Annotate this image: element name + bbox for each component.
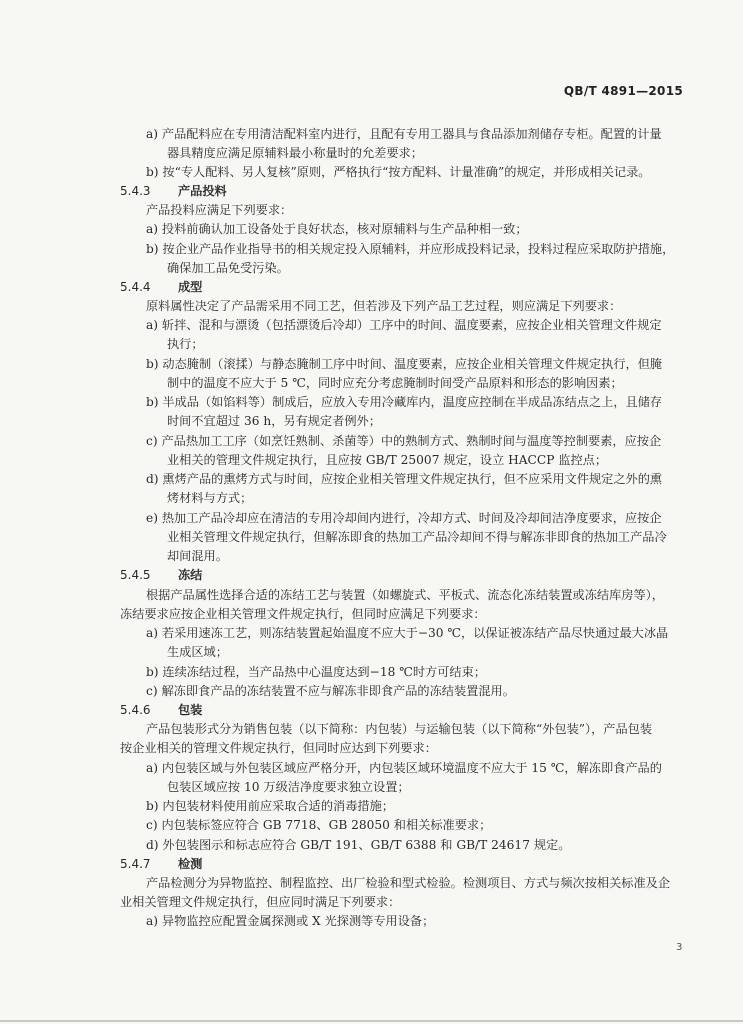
text-line: 包装区域应按 10 万级洁净度要求独立设置； bbox=[167, 780, 410, 794]
text-line: c) 产品热加工工序（如烹饪熟制、杀菌等）中的熟制方式、熟制时间与温度等控制要素，应按企 bbox=[146, 434, 662, 448]
section-number: 5.4.7 bbox=[120, 857, 151, 871]
text-line: 执行； bbox=[167, 337, 204, 351]
text-line: b) 动态腌制（滚揉）与静态腌制工序中时间、温度要素，应按企业相关管理文件规定执行，但腌 bbox=[146, 357, 663, 371]
text-line: 时间不宜超过 36 h，另有规定者例外； bbox=[167, 414, 381, 428]
section-heading bbox=[120, 701, 202, 719]
text-line: a) 若采用速冻工艺，则冻结装置起始温度不应大于−30 ℃，以保证被冻结产品尽快通过最大冰晶 bbox=[146, 626, 669, 640]
text-line: 业相关管理文件规定执行，但解冻即食的热加工产品冷却间不得与解冻非即食的热加工产品冷 bbox=[167, 530, 667, 544]
text-line: 生成区域； bbox=[167, 645, 228, 659]
section-title: 冻结 bbox=[178, 568, 203, 582]
section-number: 5.4.5 bbox=[120, 568, 151, 582]
text-line: 器具精度应满足原辅料最小称量时的允差要求； bbox=[167, 146, 423, 160]
text-line: a) 产品配料应在专用清洁配料室内进行，且配有专用工器具与食品添加剂储存专柜。配置的计量 bbox=[146, 127, 662, 141]
section-number: 5.4.4 bbox=[120, 280, 151, 294]
text-line: c) 解冻即食产品的冻结装置不应与解冻非即食产品的冻结装置混用。 bbox=[146, 684, 515, 698]
text-line: a) 异物监控应配置金属探测或 X 光探测等专用设备； bbox=[146, 914, 435, 928]
section-heading bbox=[120, 182, 227, 200]
text-line: a) 斩拌、混和与漂烫（包括漂烫后冷却）工序中的时间、温度要素，应按企业相关管理文件规定 bbox=[146, 318, 662, 332]
section-number: 5.4.3 bbox=[120, 184, 151, 198]
section-heading bbox=[120, 566, 202, 584]
section-title: 成型 bbox=[178, 280, 203, 294]
text-line: 确保加工品免受污染。 bbox=[167, 261, 289, 275]
text-line: b) 半成品（如馅料等）制成后，应放入专用冷藏库内，温度应控制在半成品冻结点之上，且储存 bbox=[146, 395, 663, 409]
text-line: 产品检测分为异物监控、制程监控、出厂检验和型式检验。检测项目、方式与频次按相关标准及企 bbox=[146, 876, 671, 890]
text-line: b) 连续冻结过程，当产品热中心温度达到−18 ℃时方可结束； bbox=[146, 665, 486, 679]
text-line: e) 热加工产品冷却应在清洁的专用冷却间内进行，冷却方式、时间及冷却间洁净度要求，应按企 bbox=[146, 511, 662, 525]
text-line: 烤材料与方式； bbox=[167, 491, 253, 505]
page-bottom-edge bbox=[0, 1020, 743, 1022]
text-line: 业相关管理文件规定执行，但应同时满足下列要求： bbox=[120, 895, 401, 909]
text-line: a) 投料前确认加工设备处于良好状态，核对原辅料与生产品种相一致； bbox=[146, 222, 528, 236]
section-title: 包装 bbox=[178, 703, 203, 717]
text-line: b) 内包装材料使用前应采取合适的消毒措施； bbox=[146, 799, 394, 813]
page-number: 3 bbox=[676, 942, 683, 953]
text-line: 根据产品属性选择合适的冻结工艺与装置（如螺旋式、平板式、流态化冻结装置或冻结库房等）， bbox=[146, 588, 664, 602]
text-line: d) 熏烤产品的熏烤方式与时间，应按企业相关管理文件规定执行，但不应采用文件规定之外的熏 bbox=[146, 472, 663, 486]
text-line: d) 外包装图示和标志应符合 GB/T 191、GB/T 6388 和 GB/T 24617 规定。 bbox=[146, 838, 571, 852]
section-title: 产品投料 bbox=[178, 184, 227, 198]
text-line: c) 内包装标签应符合 GB 7718、GB 28050 和相关标准要求； bbox=[146, 818, 492, 832]
text-line: b) 按企业产品作业指导书的相关规定投入原辅料，并应形成投料记录，投料过程应采取防护措施， bbox=[146, 242, 675, 256]
text-line: 却间混用。 bbox=[167, 549, 228, 563]
text-line: 产品包装形式分为销售包装（以下简称：内包装）与运输包装（以下简称“外包装”），产品包装 bbox=[146, 722, 653, 736]
text-line: a) 内包装区域与外包装区域应严格分开，内包装区域环境温度不应大于 15 ℃，解冻即食产品的 bbox=[146, 761, 662, 775]
section-title: 检测 bbox=[178, 857, 203, 871]
text-line: 业相关的管理文件规定执行，且应按 GB/T 25007 规定，设立 HACCP 监控点； bbox=[167, 453, 608, 467]
standard-code-header: QB/T 4891—2015 bbox=[563, 84, 683, 98]
text-line: 原料属性决定了产品需采用不同工艺，但若涉及下列产品工艺过程，则应满足下列要求： bbox=[146, 299, 622, 313]
section-heading bbox=[120, 855, 202, 873]
text-line: 制中的温度不应大于 5 ℃，同时应充分考虑腌制时间受产品原料和形态的影响因素； bbox=[167, 376, 623, 390]
text-line: 产品投料应满足下列要求： bbox=[146, 203, 293, 217]
section-number: 5.4.6 bbox=[120, 703, 151, 717]
text-line: 按企业相关的管理文件规定执行，但同时应达到下列要求： bbox=[120, 741, 437, 755]
section-heading bbox=[120, 278, 202, 296]
text-line: 冻结要求应按企业相关管理文件规定执行，但同时应满足下列要求： bbox=[120, 607, 486, 621]
text-line: b) 按“专人配料、另人复核”原则，严格执行“按方配料、计量准确”的规定，并形成相关记录。 bbox=[146, 165, 651, 179]
